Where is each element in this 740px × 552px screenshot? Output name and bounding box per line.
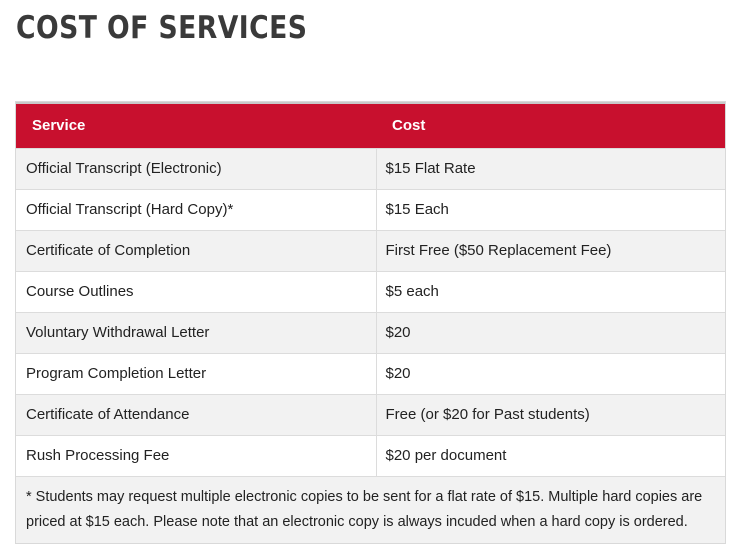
service-cell: Voluntary Withdrawal Letter xyxy=(16,312,376,353)
service-cell: Certificate of Attendance xyxy=(16,394,376,435)
service-cell: Official Transcript (Hard Copy)* xyxy=(16,189,376,230)
service-cell: Program Completion Letter xyxy=(16,353,376,394)
cost-cell: $15 Flat Rate xyxy=(376,148,725,189)
table-row xyxy=(16,148,725,189)
table-row xyxy=(16,189,725,230)
table-row xyxy=(16,230,725,271)
table-footnote: * Students may request multiple electronic copies to be sent for a flat rate of $15. Multiple hard copies are priced at $15 each. Please note that an electronic copy is always incuded when a hard copy is ordered. xyxy=(16,476,725,543)
table-row xyxy=(16,435,725,476)
services-table xyxy=(16,102,725,476)
cost-cell: $20 per document xyxy=(376,435,725,476)
service-cell: Rush Processing Fee xyxy=(16,435,376,476)
column-header-service: Service xyxy=(16,103,376,148)
service-cell: Official Transcript (Electronic) xyxy=(16,148,376,189)
service-cell: Course Outlines xyxy=(16,271,376,312)
cost-cell: $20 xyxy=(376,312,725,353)
table-header-row xyxy=(16,103,725,148)
page-title: COST OF SERVICES xyxy=(16,10,308,46)
table-row xyxy=(16,312,725,353)
column-header-cost: Cost xyxy=(376,103,725,148)
cost-cell: Free (or $20 for Past students) xyxy=(376,394,725,435)
cost-cell: $5 each xyxy=(376,271,725,312)
cost-cell: $15 Each xyxy=(376,189,725,230)
service-cell: Certificate of Completion xyxy=(16,230,376,271)
table-row xyxy=(16,353,725,394)
cost-cell: $20 xyxy=(376,353,725,394)
cost-cell: First Free ($50 Replacement Fee) xyxy=(376,230,725,271)
cost-of-services-table xyxy=(15,101,726,544)
table-row xyxy=(16,271,725,312)
table-row xyxy=(16,394,725,435)
